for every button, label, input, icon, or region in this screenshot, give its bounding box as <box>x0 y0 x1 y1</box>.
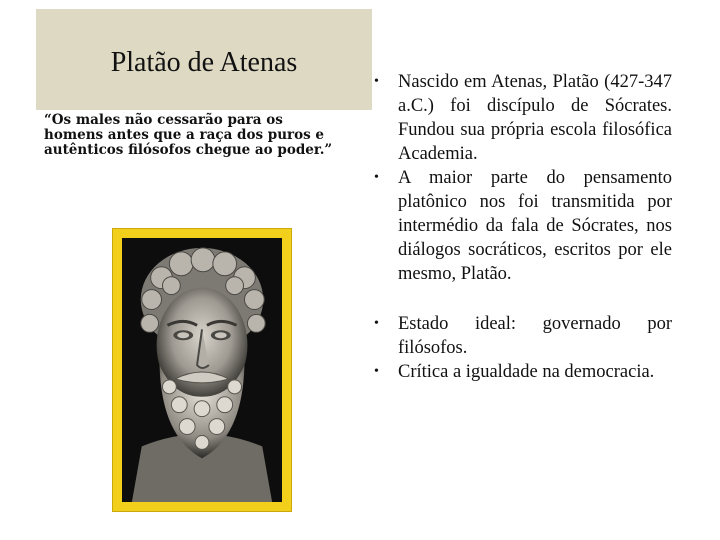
bullet-item-birth <box>372 70 672 166</box>
bullet-icon: • <box>374 74 379 89</box>
portrait-frame <box>112 228 292 512</box>
bullet-list <box>372 70 672 384</box>
bullet-item-ideal-state <box>372 312 672 360</box>
plato-bust-drawing <box>122 238 282 502</box>
bullet-item-thought <box>372 166 672 286</box>
title-box <box>36 9 372 110</box>
bullet-item-critique <box>372 360 672 384</box>
bullet-icon: • <box>374 170 379 185</box>
bullet-text: Estado ideal: governado por filósofos. <box>398 314 672 358</box>
slide-title: Platão de Atenas <box>110 47 298 78</box>
plato-quote: “Os males não cessarão para os homens antes que a raça dos puros e autênticos filósofos chegue ao poder.” <box>44 112 333 158</box>
bullet-text: Nascido em Atenas, Platão (427-347 a.C.) foi discípulo de Sócrates. Fundou sua própria escola filosófica Academia. <box>398 72 672 164</box>
plato-bust-image <box>122 238 282 502</box>
bullet-icon: • <box>374 316 379 331</box>
bullet-text: A maior parte do pensamento platônico nos foi transmitida por intermédio da fala de Sócrates, nos diálogos socráticos, escritos por ele mesmo, Platão. <box>398 168 672 284</box>
bullet-spacer <box>372 286 672 312</box>
bullet-icon: • <box>374 364 379 379</box>
bullet-text: Crítica a igualdade na democracia. <box>398 362 655 382</box>
